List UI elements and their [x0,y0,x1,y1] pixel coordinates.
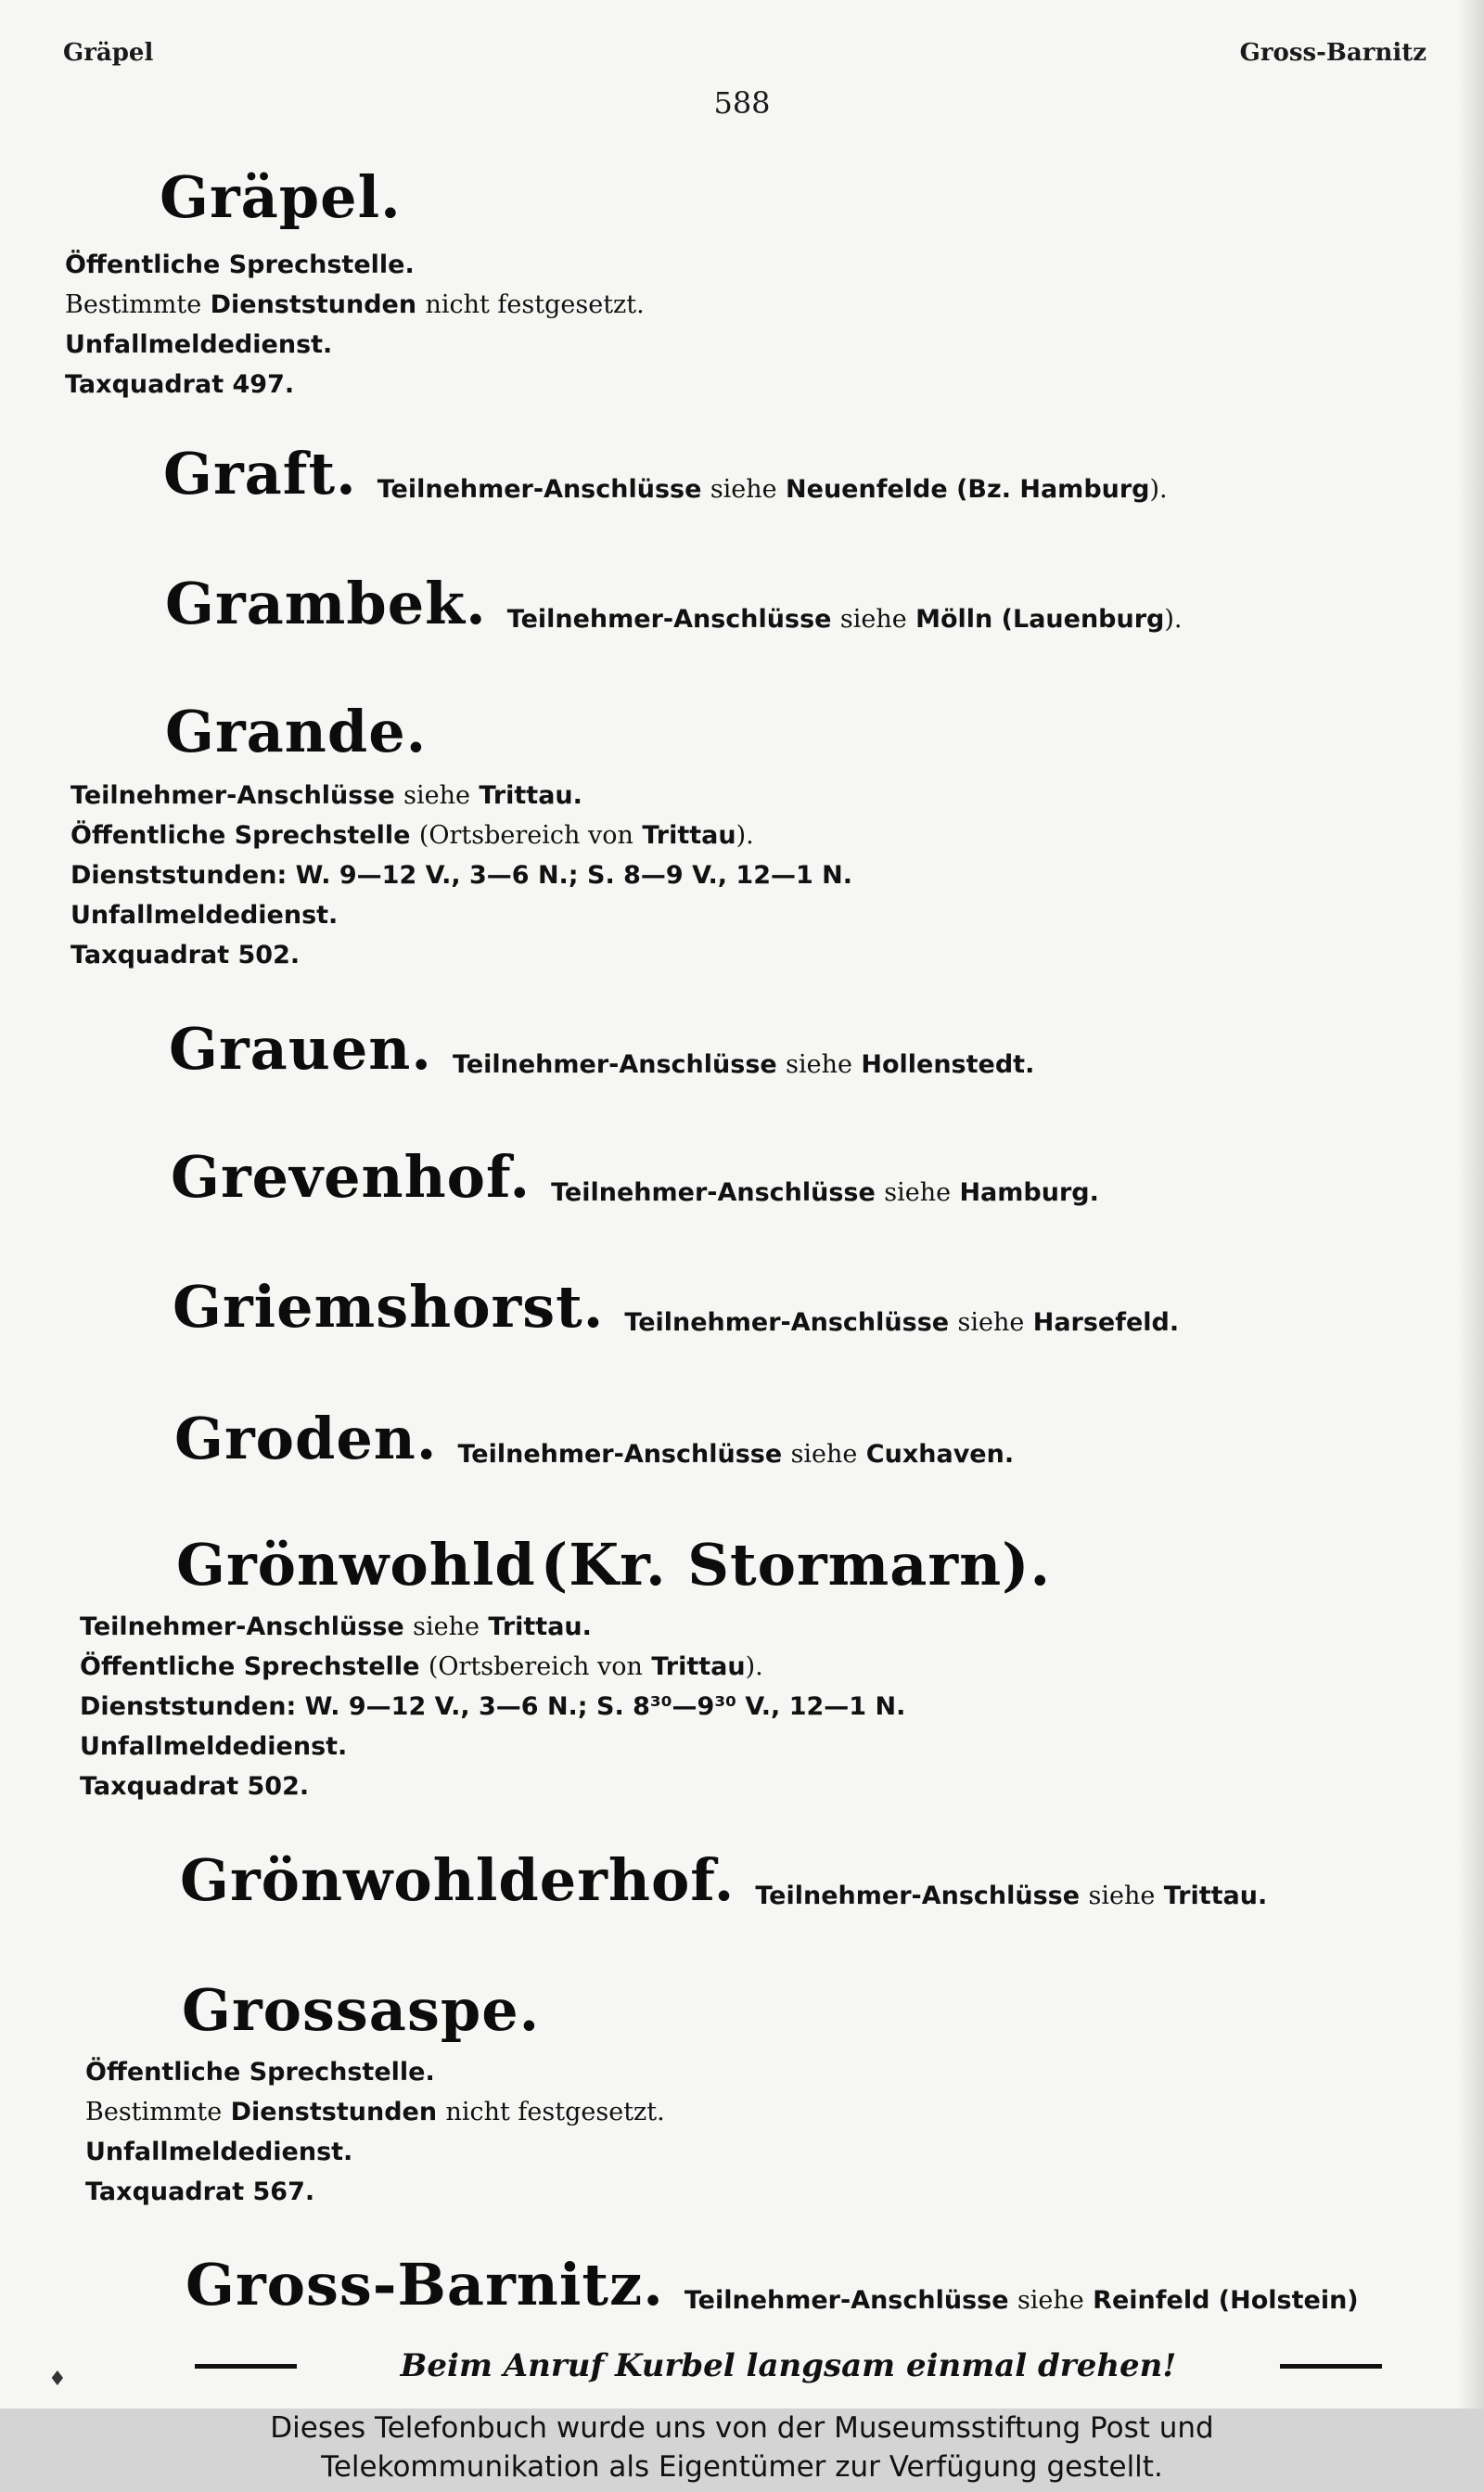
caption-line-2: Telekommunikation als Eigentümer zur Verfügung gestellt. [321,2450,1163,2484]
entry-title: Grevenhof. [171,1143,531,1211]
detail-line: Taxquadrat 502. [70,941,301,970]
entry-title: Grambek. [165,570,487,637]
caption-line-1: Dieses Telefonbuch wurde uns von der Museumsstiftung Post und [270,2411,1214,2445]
entry-title: Gross-Barnitz. [186,2251,664,2319]
detail-line: Taxquadrat 497. [65,370,295,399]
entry-groenwohlderhof [180,1846,1267,1914]
entry-gross-barnitz [186,2251,1359,2319]
entry-groenwohld [176,1531,1051,1599]
entry-groden [174,1405,1014,1472]
entry-title: Grauen. [169,1015,432,1083]
footer-rule-right [1280,2364,1382,2369]
entry-title: Grossaspe. [182,1976,541,2044]
entry-title: Groden. [174,1405,438,1472]
detail-line: Taxquadrat 502. [80,1772,310,1801]
detail-line: Unfallmeldedienst. [85,2138,353,2166]
entry-griemshorst [173,1273,1179,1341]
detail-line: Unfallmeldedienst. [65,330,333,359]
detail-line: Unfallmeldedienst. [70,901,339,930]
detail-line: Öffentliche Sprechstelle. [85,2058,435,2087]
entry-title: Grönwohlderhof. [180,1846,736,1914]
detail-line: Teilnehmer-Anschlüsse siehe Trittau. [70,781,582,810]
entry-reference: Teilnehmer-Anschlüsse siehe Trittau. [755,1882,1268,1910]
entry-title: Grönwohld [176,1531,536,1599]
footer-notice [195,2347,1382,2384]
entry-graepel [160,163,402,231]
detail-line: Dienststunden: W. 9—12 V., 3—6 N.; S. 8³⁰—9³⁰ V., 12—1 N. [80,1692,906,1721]
entry-grauen [169,1015,1034,1083]
detail-line: Öffentliche Sprechstelle. [65,250,415,279]
detail-line: Öffentliche Sprechstelle (Ortsbereich von Trittau). [70,821,754,850]
entry-graft [163,440,1168,507]
entry-reference: Teilnehmer-Anschlüsse siehe Hollenstedt. [452,1050,1035,1079]
entry-reference: Teilnehmer-Anschlüsse siehe Reinfeld (Holstein) [684,2286,1359,2315]
ownership-caption [0,2409,1484,2492]
running-header-right: Gross-Barnitz [1239,39,1426,67]
entry-reference: Teilnehmer-Anschlüsse siehe Neuenfelde (Bz. Hamburg). [377,475,1168,504]
detail-line: Bestimmte Dienststunden nicht festgesetzt. [65,290,645,319]
detail-line: Öffentliche Sprechstelle (Ortsbereich von Trittau). [80,1652,763,1681]
stray-mark: ♦ [48,2368,67,2391]
detail-line: Dienststunden: W. 9—12 V., 3—6 N.; S. 8—9 V., 12—1 N. [70,861,853,890]
detail-line: Teilnehmer-Anschlüsse siehe Trittau. [80,1612,592,1641]
entry-grambek [165,570,1183,637]
entry-details [85,2052,665,2212]
entry-grande [165,698,427,765]
entry-reference: Teilnehmer-Anschlüsse siehe Harsefeld. [624,1308,1180,1337]
entry-grossaspe [182,1976,540,2044]
entry-grevenhof [171,1143,1099,1211]
entry-details [80,1607,905,1806]
detail-line: Bestimmte Dienststunden nicht festgesetzt. [85,2098,665,2126]
entry-details [70,776,852,975]
entry-reference: Teilnehmer-Anschlüsse siehe Mölln (Lauenburg). [506,605,1183,634]
entry-title: Grande. [165,698,428,765]
entry-title: Gräpel. [160,163,402,231]
running-header-left: Gräpel [63,39,154,67]
footer-note: Beim Anruf Kurbel langsam einmal drehen! [400,2347,1177,2384]
page-number: 588 [713,85,771,121]
entry-title: Griemshorst. [173,1273,605,1341]
detail-line: Taxquadrat 567. [85,2177,315,2206]
entry-reference: Teilnehmer-Anschlüsse siehe Cuxhaven. [457,1440,1015,1469]
entry-reference: Teilnehmer-Anschlüsse siehe Hamburg. [551,1178,1099,1207]
footer-rule-left [195,2364,297,2369]
entry-details [65,245,645,405]
entry-subtitle: (Kr. Stormarn). [540,1531,1052,1599]
detail-line: Unfallmeldedienst. [80,1732,348,1761]
entry-title: Graft. [163,440,357,507]
